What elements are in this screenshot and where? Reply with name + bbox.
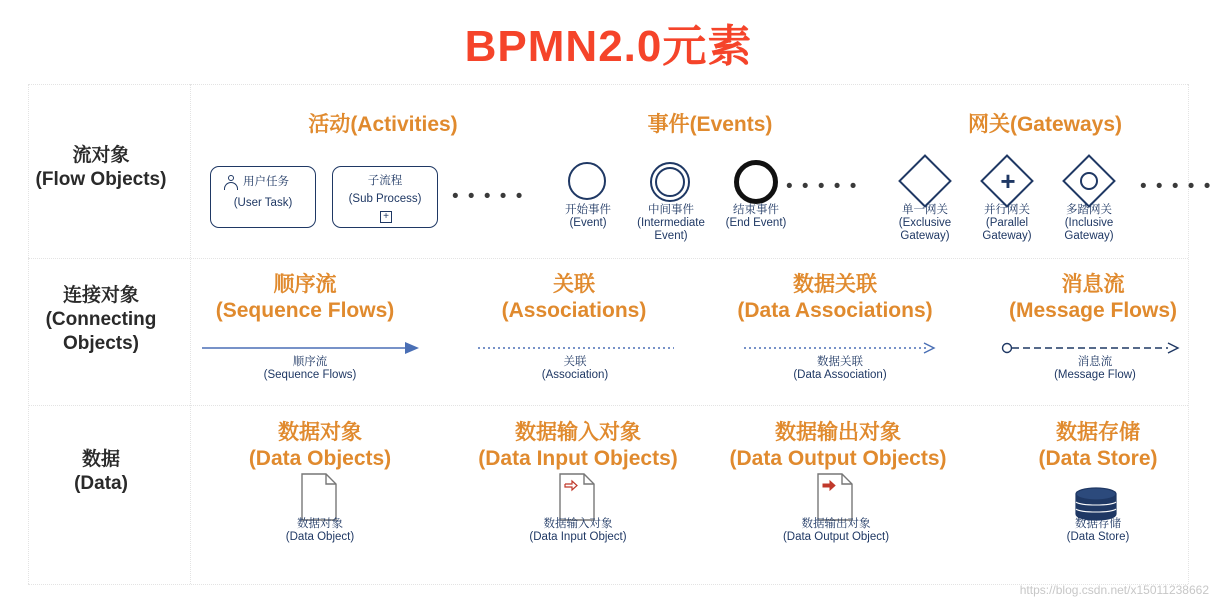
caption-parallel-gateway: 并行网关 (Parallel Gateway) [982,204,1032,242]
exclusive-gateway-icon[interactable] [898,154,952,208]
group-heading-associations: 关联 (Associations) [501,273,647,322]
group-heading-data-store: 数据存储 (Data Store) [1038,421,1158,470]
caption-data-object: 数据对象 (Data Object) [285,518,355,543]
grid-guide [28,405,1188,406]
group-heading-data-objects: 数据对象 (Data Objects) [248,421,392,470]
message-flow-dashed-arrow-icon [1000,340,1186,356]
shape-label-cn: 用户任务 [243,176,289,188]
group-heading-message-flows: 消息流 (Message Flows) [1008,273,1178,322]
shape-user-task[interactable] [210,166,316,228]
grid-guide [28,258,1188,259]
caption-message-flow: 消息流 (Message Flow) [1054,356,1136,381]
shape-label-en: (Sub Process) [348,193,422,205]
caption-data-input-object: 数据输入对象 (Data Input Object) [529,518,627,543]
data-input-object-icon[interactable] [558,472,598,522]
data-object-icon[interactable] [300,472,340,522]
caption-exclusive-gateway: 单一网关 (Exclusive Gateway) [898,204,952,242]
caption-data-output-object: 数据输出对象 (Data Output Object) [782,518,890,543]
caption-inclusive-gateway: 多踏网关 (Inclusive Gateway) [1064,204,1114,242]
inclusive-gateway-circle-icon [1080,172,1098,190]
row-label-flow-objects: 流对象 (Flow Objects) [35,145,167,190]
group-heading-data-input-objects: 数据输入对象 (Data Input Objects) [478,421,678,470]
row-label-data: 数据 (Data) [74,449,128,494]
ellipsis-gateways: • • • • • [1140,176,1213,197]
shape-sub-process[interactable] [332,166,438,228]
group-heading-gateways: 网关(Gateways) [967,113,1123,136]
ellipsis-activities: • • • • • [452,186,525,207]
intermediate-event-inner-circle-icon [655,167,685,197]
end-event-circle-icon[interactable] [734,160,778,204]
group-heading-data-output-objects: 数据输出对象 (Data Output Objects) [729,421,947,470]
group-heading-sequence-flows: 顺序流 (Sequence Flows) [215,273,395,322]
caption-end-event: 结束事件 (End Event) [725,204,787,229]
sequence-flow-arrow-icon [200,340,420,356]
group-heading-data-associations: 数据关联 (Data Associations) [737,273,933,322]
caption-association: 关联 (Association) [541,356,609,381]
parallel-gateway-plus-icon: + [1000,166,1016,196]
sub-process-plus-icon: + [380,211,392,223]
caption-data-association: 数据关联 (Data Association) [793,356,887,381]
grid-guide [28,84,1188,85]
grid-guide [28,584,1188,585]
watermark: https://blog.csdn.net/x15011238662 [1019,583,1209,597]
start-event-circle-icon[interactable] [568,162,606,200]
ellipsis-events: • • • • • [786,176,859,197]
caption-start-event: 开始事件 (Event) [565,204,611,229]
data-store-cylinder-icon[interactable] [1072,486,1120,522]
group-heading-activities: 活动(Activities) [308,113,458,136]
data-association-dotted-arrow-icon [742,340,938,356]
page-title: BPMN2.0元素 [464,22,753,71]
shape-label-en: (User Task) [233,197,293,209]
group-heading-events: 事件(Events) [647,113,773,136]
shape-label-cn: 子流程 [367,175,403,187]
row-label-connecting-objects: 连接对象 (Connecting Objects) [45,285,157,354]
caption-data-store: 数据存储 (Data Store) [1066,518,1130,543]
grid-guide [1188,84,1189,584]
association-dotted-line-icon [476,340,676,356]
caption-sequence-flow: 顺序流 (Sequence Flows) [263,356,357,381]
data-output-object-icon[interactable] [816,472,856,522]
caption-intermediate-event: 中间事件 (Intermediate Event) [637,204,705,242]
